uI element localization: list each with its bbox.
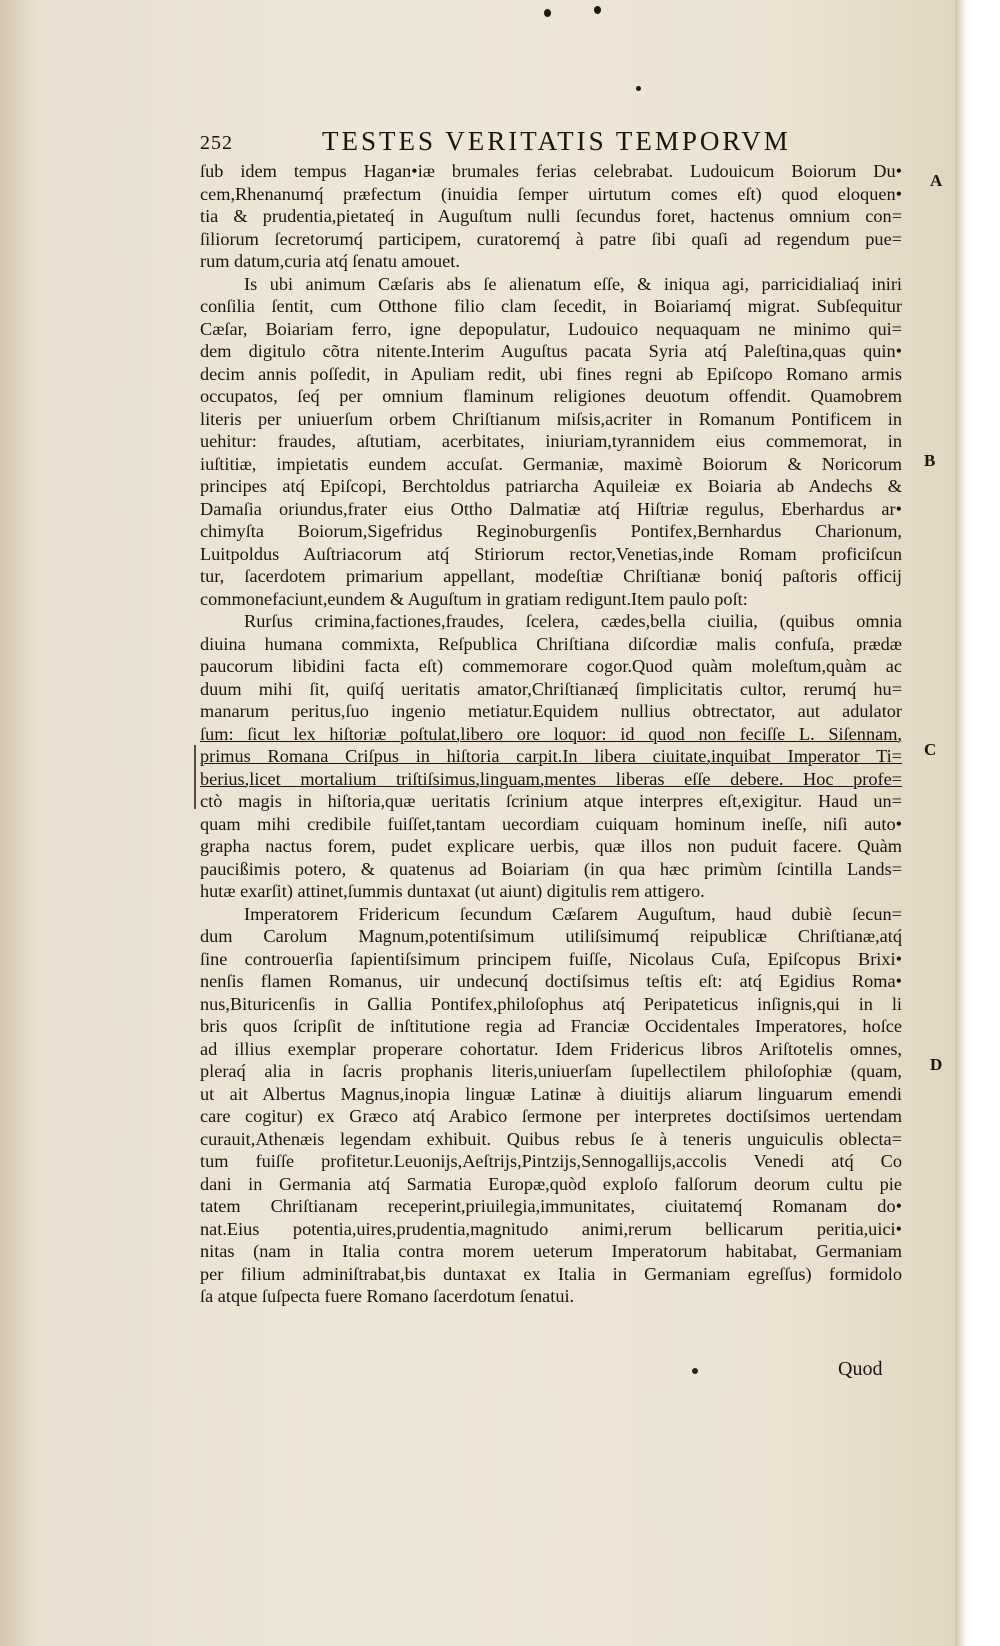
- text-line: ſine controuerſia ſapientiſsimum principem fuiſſe, Nicolaus Cuſa, Epiſcopus Brixi•: [200, 948, 902, 969]
- margin-letter-a: A: [930, 171, 943, 190]
- text-line: per filium adminiſtrabat,bis duntaxat ex Italia in Germaniam egreſſus) formidolo: [200, 1263, 902, 1284]
- text-line: bris quos ſcripſit de inſtitutione regia ad Franciæ Occidentales Imperatores, hoſce: [200, 1016, 902, 1036]
- text-line: ſiliorum ſecretorumq́ participem, curatoremq́ à patre ſibi quaſi ad regendum pue=: [200, 228, 902, 249]
- text-line: manarum peritus,ſuo ingenio metiatur.Equidem nullius obtrectator, aut adulator: [200, 701, 902, 721]
- text-line: cem,Rhenanumq́ præfectum (inuidia ſemper uirtutum comes eſt) quod eloquen•: [200, 183, 902, 204]
- ink-speck: [692, 1368, 698, 1374]
- text-line: diuina humana commixta, Reſpublica Chriſtiana diſcordiæ malis confuſa, prædæ: [200, 633, 902, 654]
- text-line: nitas (nam in Italia contra morem ueterum Imperatorum habitabat, Germaniam: [200, 1241, 902, 1261]
- text-line: occupatos, ſeq́ per omnium flaminum religiones deuotum offendit. Quamobrem: [200, 386, 902, 406]
- margin-letter-c: C: [924, 740, 937, 759]
- text-line: ſub idem tempus Hagan•iæ brumales ferias celebrabat. Ludouicum Boiorum Du•: [200, 161, 902, 181]
- text-line: dum Carolum Magnum,potentiſsimum utiliſsimumq́ reipublicæ Chriſtianæ,atq́: [200, 926, 902, 946]
- ink-speck: [636, 86, 641, 91]
- text-line: dani in Germania atq́ Sarmatia Europæ,quòd exploſo falſorum deorum cultu pie: [200, 1173, 902, 1194]
- text-line: ad illius exemplar properare cohortatur. Idem Fridericus libros Ariſtotelis omnes,: [200, 1038, 902, 1059]
- text-line: grapha nactus forem, pudet explicare uerbis, quæ illos non puduit facere. Quàm: [200, 836, 902, 856]
- text-line: principes atq́ Epiſcopi, Berchtoldus patriarcha Aquileiæ ex Boiaria ab Andechs &: [200, 476, 902, 496]
- text-line-underlined: ſum: ſicut lex hiſtoriæ poſtulat,libero ore loquor: id quod non feciſſe L. Siſennam,: [200, 723, 902, 744]
- text-line: quam mihi credibile fuiſſet,tantam uecordiam cuiquam hominum ineſſe, niſi auto•: [200, 813, 902, 834]
- ink-speck: [544, 9, 551, 17]
- text-line: Rurſus crimina,factiones,fraudes, ſcelera, cædes,bella ciuilia, (quibus omnia: [244, 611, 902, 631]
- text-line: Is ubi animum Cæſaris abs ſe alienatum eſſe, & iniqua agi, parricidialiaq́ iniri: [244, 273, 902, 294]
- text-line: paucißimis potero, & quatenus ad Boiariam (in qua hæc primùm ſcintilla Lands=: [200, 858, 902, 879]
- text-line: Damaſia oriundus,frater eius Ottho Dalmatiæ atq́ Hiſtriæ regulus, Eberhardus ar•: [200, 498, 902, 519]
- body-text: [200, 160, 902, 1308]
- text-line: curauit,Athenæis legendam exhibuit. Quibus rebus ſe à teneris unguiculis oblecta=: [200, 1128, 902, 1149]
- text-line: tia & prudentia,pietateq́ in Auguſtum nulli ſecundus foret, hactenus omnium con=: [200, 206, 902, 226]
- text-line: hutæ exarſit) attinet,ſummis duntaxat (ut aiunt) digitulis rem attigero.: [200, 881, 705, 901]
- margin-bracket: [194, 745, 196, 809]
- text-line: ut ait Albertus Magnus,inopia linguæ Latinæ à diuitijs aliarum linguarum emendi: [200, 1083, 902, 1104]
- text-line: nenſis flamen Romanus, uir undecunq́ doctiſsimus teſtis eſt: atq́ Egidius Roma•: [200, 971, 902, 991]
- text-line: literis per uniuerſum orbem Chriſtianum miſsis,acriter in Romanum Pontificem in: [200, 408, 902, 429]
- text-line: Imperatorem Fridericum ſecundum Cæſarem Auguſtum, haud dubiè ſecun=: [244, 903, 902, 924]
- text-line: dem digitulo cõtra nitente.Interim Auguſtus pacata Syria atq́ Paleſtina,quas quin•: [200, 341, 902, 361]
- text-line: nus,Bituricenſis in Gallia Pontifex,philoſophus atq́ Peripateticus inſignis,qui in li: [200, 993, 902, 1014]
- text-line: care cogitur) ex Græco atq́ Arabico ſermone per interpretes doctiſsimos uertendam: [200, 1106, 902, 1126]
- text-line: Luitpoldus Auſtriacorum atq́ Stiriorum rector,Venetias,inde Romam proficiſcun: [200, 543, 902, 564]
- text-line: duum mihi ſit, quiſq́ ueritatis amator,Chriſtianæq́ ſimplicitatis cultor, rerumq́ hu=: [200, 678, 902, 699]
- text-line: uehitur: fraudes, aſtutiam, acerbitates, iniuriam,tyrannidem eius commemorat, in: [200, 431, 902, 451]
- catchword: Quod: [838, 1358, 883, 1380]
- page-header: [200, 126, 920, 160]
- text-line: chimyſta Boiorum,Sigefridus Reginoburgenſis Pontifex,Bernhardus Charionum,: [200, 521, 902, 541]
- running-title: TESTES VERITATIS TEMPORVM: [322, 126, 791, 156]
- text-line: iuſtitiæ, impietatis eundem accuſat. Germaniæ, maximè Boiorum & Noricorum: [200, 453, 902, 474]
- text-line: commonefaciunt,eundem & Auguſtum in gratiam redigunt.Item paulo poſt:: [200, 588, 748, 609]
- text-line: tum fuiſſe profitetur.Leuonijs,Aeſtrijs,Pintzijs,Sennogallijs,accolis Venedi atq́ Co: [200, 1151, 902, 1171]
- margin-letter-d: D: [930, 1055, 943, 1074]
- page-edge: [955, 0, 967, 1646]
- text-line: nat.Eius potentia,uires,prudentia,magnitudo animi,rerum bellicarum peritia,uici•: [200, 1218, 902, 1239]
- text-line: rum datum,curia atq́ ſenatu amouet.: [200, 251, 460, 271]
- text-line: conſilia ſentit, cum Otthone filio clam ſecedit, in Boiariamq́ migrat. Subſequitur: [200, 296, 902, 316]
- text-line: ſa atque ſuſpecta fuere Romano ſacerdotum ſenatui.: [200, 1286, 575, 1306]
- ink-speck: [594, 6, 601, 14]
- text-line: Cæſar, Boiariam ferro, igne depopulatur, Ludouico nequaquam ne minimo qui=: [200, 318, 902, 339]
- text-line: tatem Chriſtianam receperint,priuilegia,immunitates, ciuitatemq́ Romanam do•: [200, 1196, 902, 1216]
- text-line: pleraq́ alia in ſacris prophanis literis,uniuerſam ſupellectilem philoſophiæ (quam,: [200, 1061, 902, 1081]
- text-line-underlined: berius,licet mortalium triſtiſsimus,linguam,mentes liberas eſſe debere. Hoc profe=: [200, 768, 902, 789]
- text-line: tur, ſacerdotem primarium appellant, modeſtiæ Chriſtianæ boniq́ paſtoris officij: [200, 566, 902, 586]
- margin-letter-b: B: [924, 451, 936, 470]
- text-line: ctò magis in hiſtoria,quæ ueritatis ſcrinium atque interpres eſt,exigitur. Haud un=: [200, 791, 902, 811]
- text-line-underlined: primus Romana Criſpus in hiſtoria carpit.In libera ciuitate,inquibat Imperator Ti=: [200, 746, 902, 766]
- text-line: decim annis poſſedit, in Apuliam redit, ubi fines regni ab Epiſcopo Romano armis: [200, 363, 902, 384]
- text-line: paucorum libidini facta eſt) commemorare cogor.Quod quàm moleſtum,quàm ac: [200, 656, 902, 676]
- page-number: 252: [200, 132, 233, 154]
